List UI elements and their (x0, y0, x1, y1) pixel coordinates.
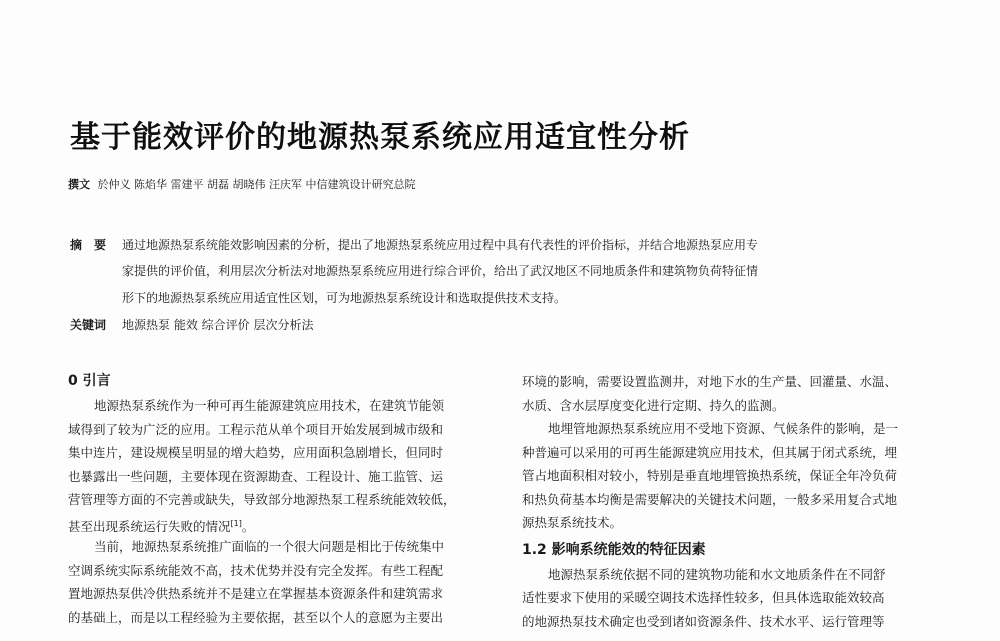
body-line: 置地源热泵供冷供热系统并不是建立在掌握基本资源条件和建筑需求 (68, 586, 444, 601)
body-line: 域得到了较为广泛的应用。工程示范从单个项目开始发展到城市级和 (68, 421, 444, 437)
abstract-line: 家提供的评价值，利用层次分析法对地源热泵系统应用进行综合评价，给出了武汉地区不同地质条件和建筑物负荷特征情 (122, 264, 759, 278)
body-line: 当前，地源热泵系统推广面临的一个很大问题是相比于传统集中 (94, 539, 445, 554)
body-line: 集中连片，建设规模呈明显的增大趋势，应用面积急剧增长，但同时 (68, 445, 444, 460)
body-line: 也暴露出一些问题，主要体现在资源勘查、工程设计、施工监管、运 (68, 468, 444, 484)
body-line: 环境的影响，需要设置监测井，对地下水的生产量、回灌量、水温、 (522, 374, 898, 389)
body-line: 的地源热泵技术确定也受到诸如资源条件、技术水平、运行管理等 (522, 613, 885, 629)
body-line: 水质、含水层厚度变化进行定期、持久的监测。 (522, 397, 785, 413)
body-line: 地源热泵系统作为一种可再生能源建筑应用技术，在建筑节能领 (94, 398, 445, 413)
body-line: 的基础上，而是以工程经验为主要依据，甚至以个人的意愿为主要出 (68, 609, 444, 625)
body-line-with-citation (68, 512, 503, 536)
authors-line (68, 176, 415, 192)
body-line: 管占地面积相对较小，特别是垂直地埋管换热系统，保证全年冷负荷 (522, 468, 898, 483)
section-heading-introduction: 0 引言 (68, 373, 111, 389)
right-column (522, 370, 957, 633)
body-line: 和热负荷基本均衡是需要解决的关键技术问题，一般多采用复合式地 (522, 491, 898, 507)
abstract-line: 形下的地源热泵系统应用适宜性区划，可为地源热泵系统设计和选取提供技术支持。 (122, 291, 567, 305)
body-line: 适性要求下使用的采暖空调技术选择性较多，但具体选取能效较高 (522, 590, 885, 605)
authors-names: 於仲义 陈焰华 雷建平 胡磊 胡晓伟 汪庆军 中信建筑设计研究总院 (97, 178, 416, 191)
body-line: 地埋管地源热泵系统应用不受地下资源、气候条件的影响，是一 (548, 421, 899, 436)
body-line: 空调系统实际系统能效不高，技术优势并没有完全发挥。有些工程配 (68, 562, 444, 578)
body-line: 营管理等方面的不完善或缺失，导致部分地源热泵工程系统能效较低， (68, 492, 456, 507)
keywords-text: 地源热泵 能效 综合评价 层次分析法 (122, 318, 314, 332)
abstract-label: 摘要 (70, 238, 119, 252)
body-line: 源热泵系统技术。 (522, 515, 623, 530)
body-line: 地源热泵系统依据不同的建筑物功能和水文地质条件在不同舒 (548, 566, 886, 582)
left-column (68, 370, 503, 629)
body-line-text: 甚至出现系统运行失败的情况 (68, 518, 231, 534)
citation-ref[interactable]: [1] (230, 518, 242, 528)
section-heading-energy-factors: 1.2 影响系统能效的特征因素 (522, 541, 706, 558)
abstract-line: 通过地源热泵系统能效影响因素的分析，提出了地源热泵系统应用过程中具有代表性的评价指标，并结合地源热泵应用专 (122, 238, 759, 252)
keywords-label: 关键词 (70, 318, 107, 332)
sentence-end: 。 (241, 518, 255, 534)
authors-lead-label: 撰文 (68, 178, 90, 191)
body-line: 种普遍可以采用的可再生能源建筑应用技术，但其属于闭式系统，埋 (522, 444, 898, 460)
paper-title: 基于能效评价的地源热泵系统应用适宜性分析 (70, 120, 690, 155)
